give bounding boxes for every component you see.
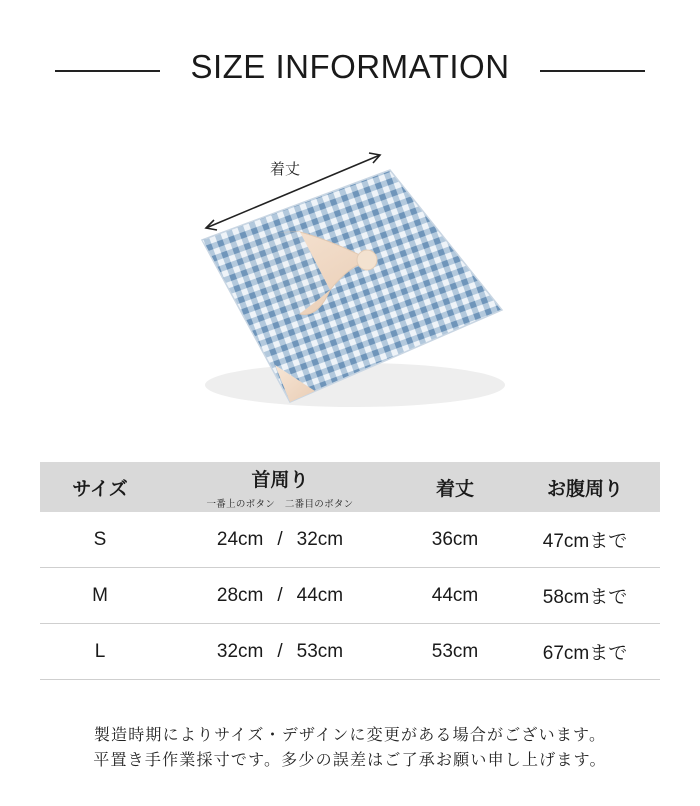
cell-neck: 28cm / 44cm — [160, 568, 400, 624]
title-divider-left — [55, 70, 160, 72]
table-header-row — [40, 462, 660, 512]
page-title: SIZE INFORMATION — [190, 48, 510, 85]
note-line: 製造時期によりサイズ・デザインに変更がある場合がございます。 — [93, 725, 607, 744]
table-row — [40, 568, 660, 624]
size-table — [40, 462, 660, 680]
cell-belly: 58cmまで — [510, 568, 660, 624]
column-header-neck: 首周り 一番上のボタン 二番目のボタン — [160, 462, 400, 512]
cell-size: S — [40, 512, 160, 568]
notes — [0, 722, 700, 772]
cell-length: 36cm — [400, 512, 510, 568]
column-subheader-neck: 一番上のボタン 二番目のボタン — [206, 498, 354, 510]
cell-neck: 32cm / 53cm — [160, 624, 400, 680]
title-row — [0, 48, 700, 94]
pompom — [357, 250, 377, 270]
length-label: 着丈 — [270, 160, 301, 178]
cell-length: 53cm — [400, 624, 510, 680]
column-header-size: サイズ — [40, 462, 160, 512]
cell-size: M — [40, 568, 160, 624]
cell-length: 44cm — [400, 568, 510, 624]
table-row — [40, 512, 660, 568]
column-header-length: 着丈 — [400, 462, 510, 512]
title-divider-right — [540, 70, 645, 72]
note-line: 平置き手作業採寸です。多少の誤差はご了承お願い申し上げます。 — [93, 750, 607, 769]
column-header-belly: お腹周り — [510, 462, 660, 512]
table-row — [40, 624, 660, 680]
cell-neck: 24cm / 32cm — [160, 512, 400, 568]
cell-size: L — [40, 624, 160, 680]
product-figure — [180, 140, 520, 430]
cell-belly: 67cmまで — [510, 624, 660, 680]
product-illustration — [180, 140, 520, 430]
cell-belly: 47cmまで — [510, 512, 660, 568]
